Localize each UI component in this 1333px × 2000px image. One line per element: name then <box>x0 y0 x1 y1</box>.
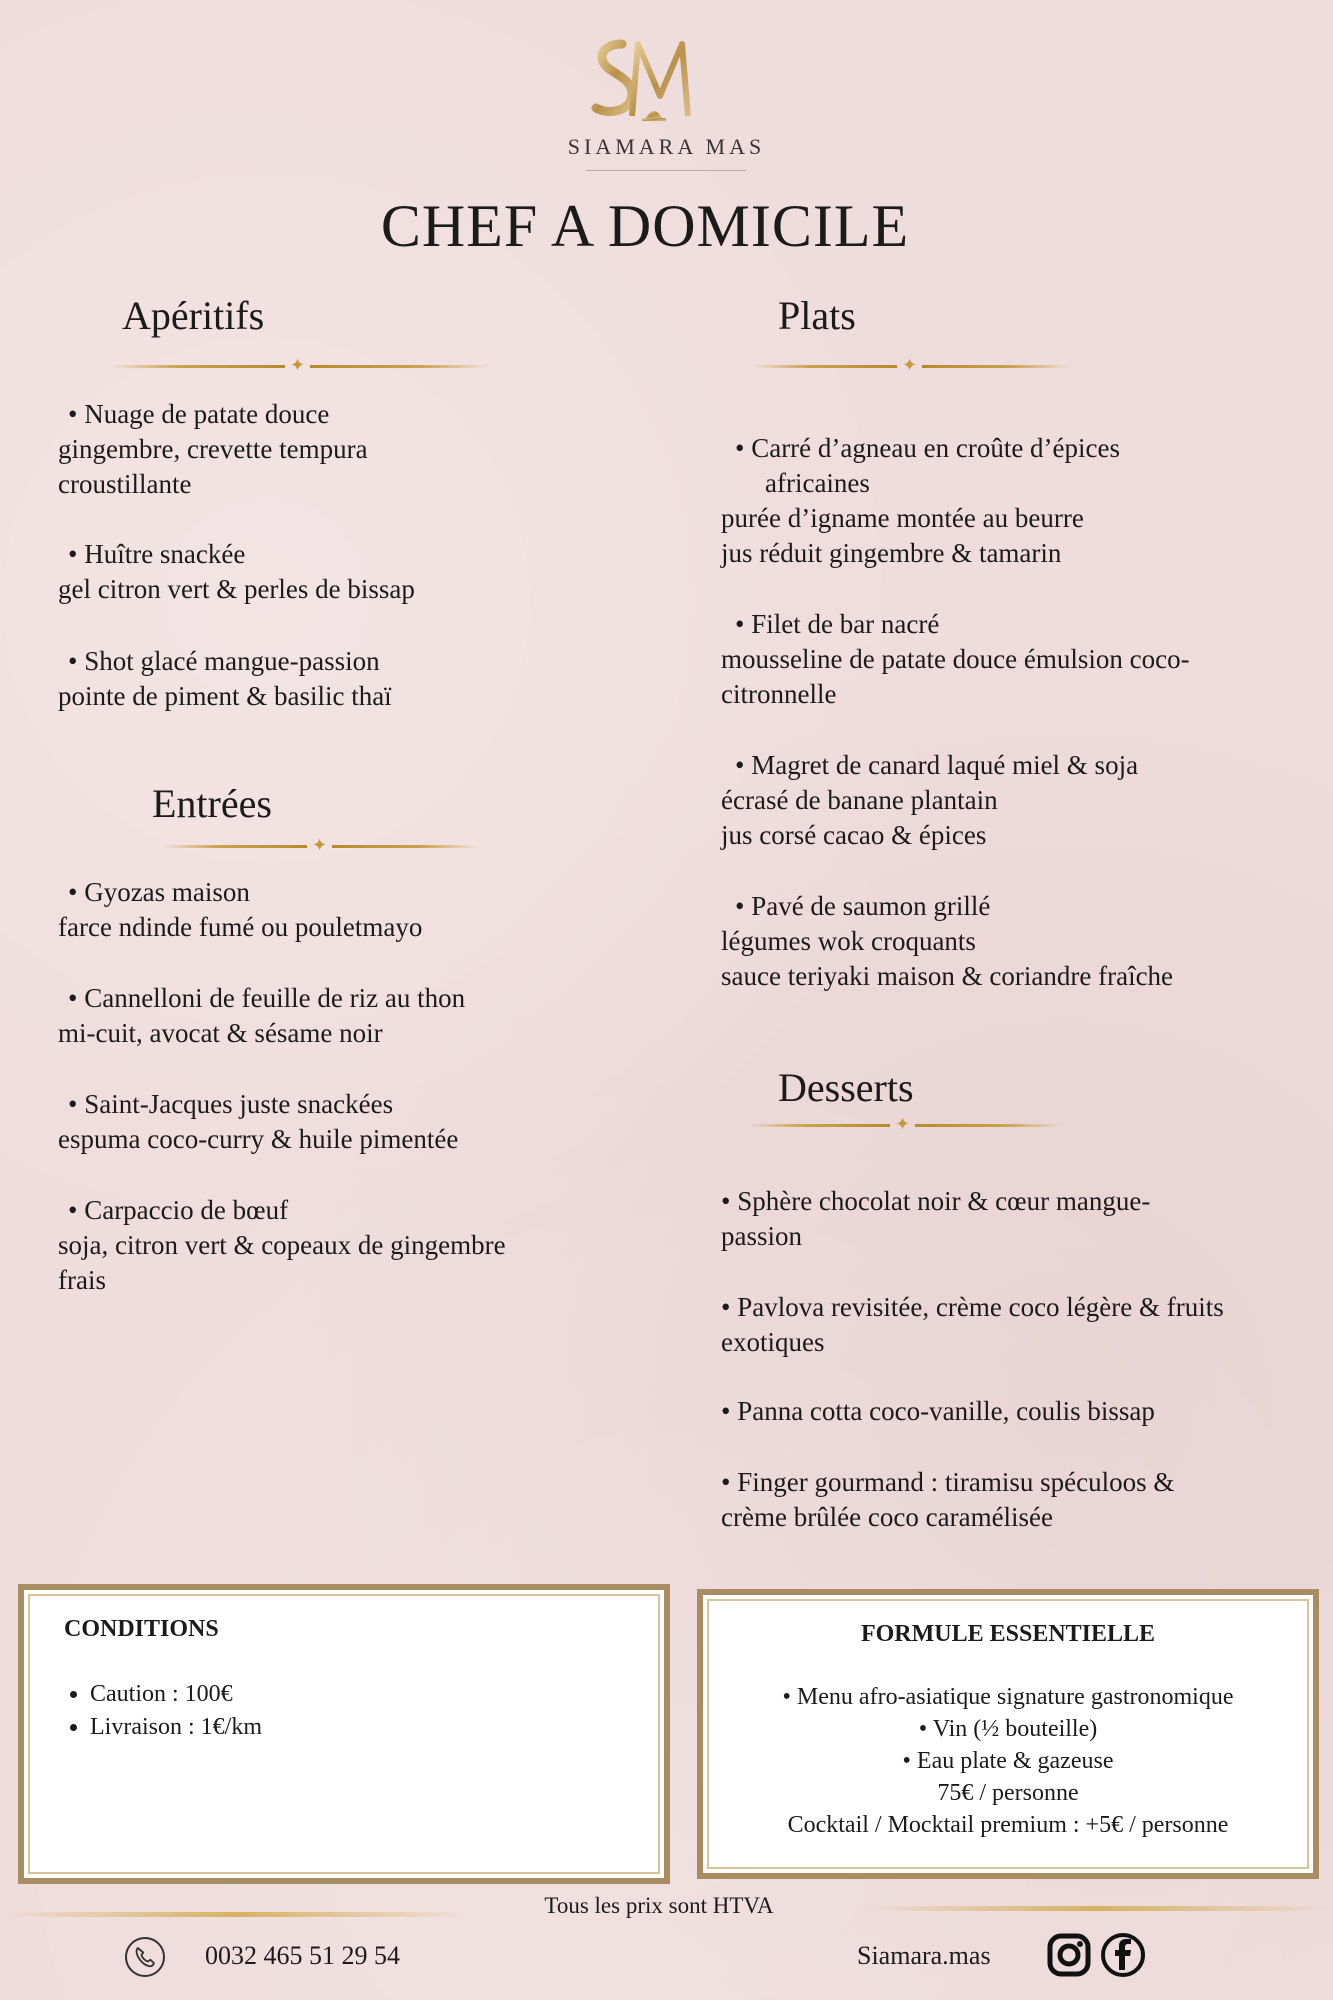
list-item: • Cannelloni de feuille de riz au thon mi-cuit, avocat & sésame noir <box>58 983 466 1048</box>
section-divider: ✦ <box>162 838 478 854</box>
facebook-icon[interactable] <box>1100 1932 1146 1978</box>
phone-icon <box>125 1937 165 1977</box>
list-item: • Huître snackée gel citron vert & perles de bissap <box>58 539 415 604</box>
section-title-entrees: Entrées <box>152 781 272 826</box>
conditions-box <box>18 1584 670 1884</box>
list-item: • Saint-Jacques juste snackées espuma coco-curry & huile pimentée <box>58 1089 459 1154</box>
section-title-desserts: Desserts <box>778 1065 914 1110</box>
section-divider: ✦ <box>748 1117 1062 1133</box>
formule-title: FORMULE ESSENTIELLE <box>860 1621 1156 1647</box>
list-item: • Shot glacé mangue-passion pointe de piment & basilic thaï <box>58 646 392 711</box>
list-item: • Sphère chocolat noir & cœur mangue- passion <box>721 1186 1151 1251</box>
list-item: • Carpaccio de bœuf soja, citron vert & copeaux de gingembre frais <box>58 1195 506 1295</box>
formule-details: • Menu afro-asiatique signature gastronomique • Vin (½ bouteille) • Eau plate & gazeuse 75€ / personne Cocktail / Mocktail premium : +5€ / personne <box>782 1684 1234 1838</box>
list-item: • Pavé de saumon grillé légumes wok croquants sauce teriyaki maison & coriandre fraîche <box>721 891 1174 991</box>
section-title-plats: Plats <box>778 293 856 338</box>
instagram-icon[interactable] <box>1046 1932 1092 1978</box>
price-note: Tous les prix sont HTVA <box>544 1893 774 1918</box>
section-title-aperitifs: Apéritifs <box>122 293 265 338</box>
list-item: • Panna cotta coco-vanille, coulis bissap <box>721 1396 1155 1426</box>
conditions-list <box>54 1678 262 1744</box>
social-handle[interactable]: Siamara.mas <box>857 1941 991 1970</box>
list-item: • Gyozas maison farce ndinde fumé ou pouletmayo <box>58 877 423 942</box>
list-item: • Carré d’agneau en croûte d’épices africaines purée d’igname montée au beurre jus réduit gingembre & tamarin <box>721 433 1121 568</box>
brand-logo <box>588 38 698 124</box>
list-item: • Nuage de patate douce gingembre, crevette tempura croustillante <box>58 399 368 499</box>
section-divider: ✦ <box>110 358 490 374</box>
brand-underline <box>586 170 746 171</box>
list-item: • Magret de canard laqué miel & soja écrasé de banane plantain jus corsé cacao & épices <box>721 750 1139 850</box>
list-item: • Livraison : 1€/km <box>90 1711 262 1744</box>
conditions-title: CONDITIONS <box>64 1616 219 1642</box>
list-item: • Filet de bar nacré mousseline de patate douce émulsion coco- citronnelle <box>721 609 1190 709</box>
brand-name: SIAMARA MAS <box>567 134 766 159</box>
phone-number[interactable]: 0032 465 51 29 54 <box>205 1941 400 1970</box>
section-divider: ✦ <box>752 358 1070 374</box>
list-item: • Pavlova revisitée, crème coco légère & fruits exotiques <box>721 1292 1224 1357</box>
formule-box <box>697 1589 1319 1879</box>
list-item: • Finger gourmand : tiramisu spéculoos & crème brûlée coco caramélisée <box>721 1467 1175 1532</box>
list-item: • Caution : 100€ <box>90 1678 262 1711</box>
page-title: CHEF A DOMICILE <box>380 193 910 259</box>
